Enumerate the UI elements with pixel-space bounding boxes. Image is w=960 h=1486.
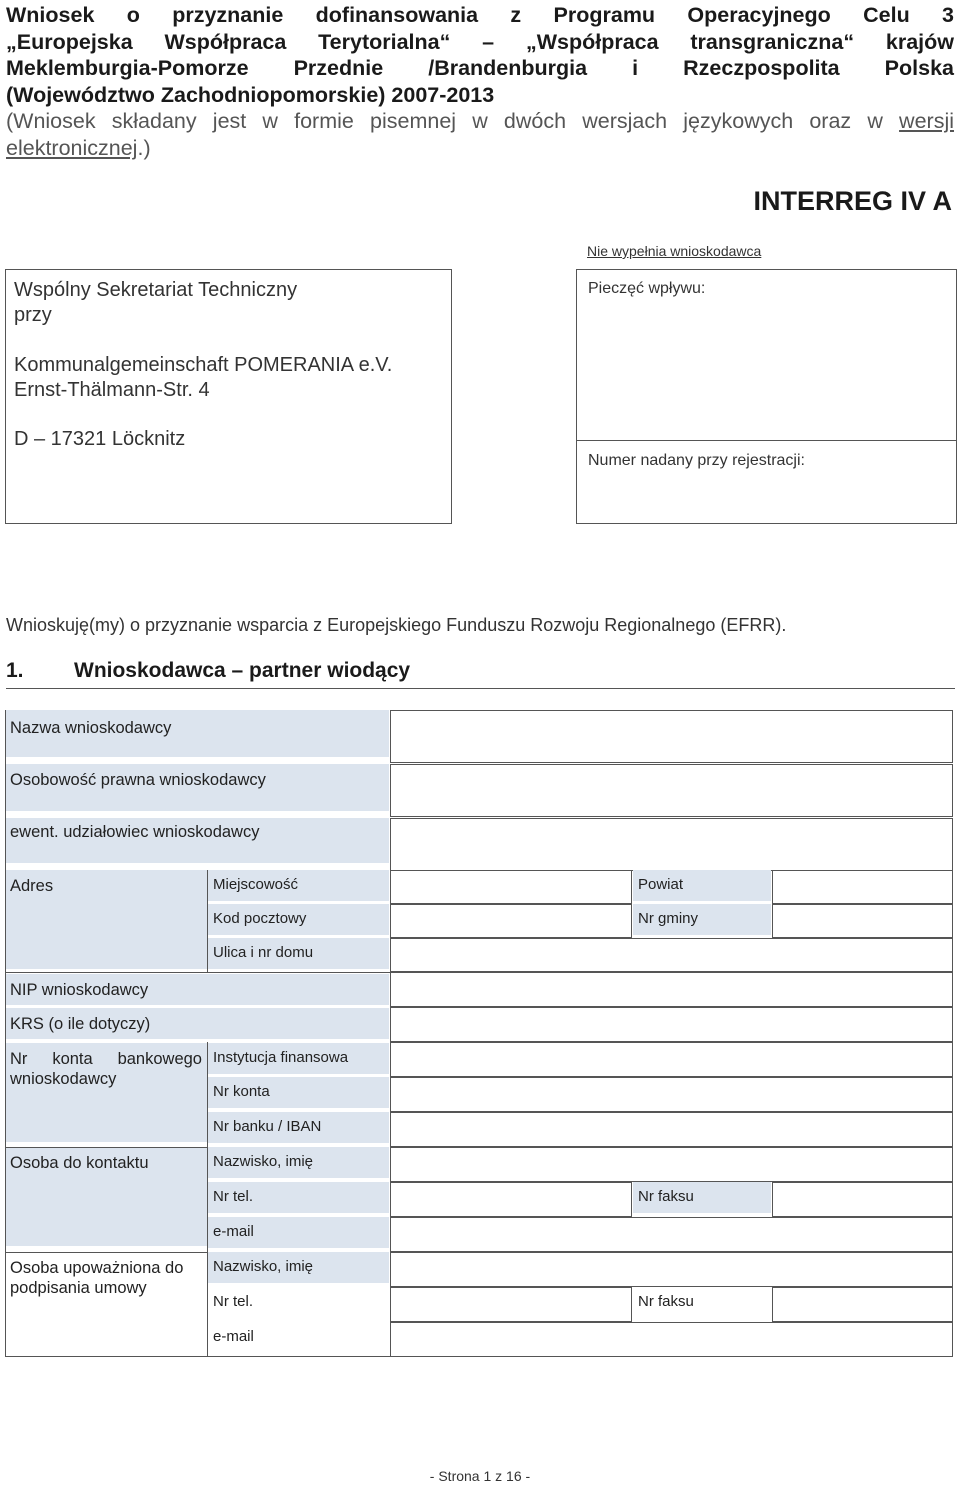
institution-label: Instytucja finansowa [208, 1043, 389, 1075]
signatory-name-label: Nazwisko, imię [208, 1252, 389, 1284]
bank-number-field[interactable] [390, 1112, 953, 1147]
grid-line [5, 710, 6, 1357]
grid-line [5, 972, 390, 973]
document-title [6, 2, 954, 161]
contact-phone-label: Nr tel. [208, 1182, 389, 1214]
signatory-phone-field[interactable] [390, 1287, 632, 1322]
krs-field[interactable] [390, 1007, 953, 1042]
institution-field[interactable] [390, 1042, 953, 1077]
signatory-fax-label: Nr faksu [633, 1287, 771, 1319]
legal-form-label: Osobowość prawna wnioskodawcy [5, 764, 389, 812]
signatory-name-field[interactable] [390, 1252, 953, 1287]
street-field[interactable] [390, 938, 953, 972]
title-line-3: Meklemburgia-Pomorze Przednie /Brandenburgia i Rzeczpospolita Polska [6, 56, 954, 80]
contact-label: Osoba do kontaktu [5, 1147, 207, 1247]
signatory-fax-field[interactable] [772, 1287, 953, 1322]
title-line-2: „Europejska Współpraca Terytorialna“ – „Współpraca transgraniczna“ krajów [6, 29, 954, 54]
krs-label: KRS (o ile dotyczy) [5, 1008, 389, 1040]
city-label: Miejscowość [208, 870, 389, 902]
bank-account-label: Nr konta bankowego wnioskodawcy [5, 1043, 207, 1143]
postal-label: Kod pocztowy [208, 904, 389, 936]
not-filled-note: Nie wypełnia wnioskodawca [587, 243, 762, 259]
section-number: 1. [6, 659, 24, 682]
grid-line [5, 1252, 207, 1253]
commune-number-field[interactable] [772, 904, 953, 938]
subtitle: (Wniosek składany jest w formie pisemnej w dwóch wersjach językowych oraz w wersji [6, 109, 954, 133]
secretariat-address-box [5, 269, 452, 524]
contact-email-label: e-mail [208, 1217, 389, 1249]
account-number-label: Nr konta [208, 1077, 389, 1109]
name-field[interactable] [390, 710, 953, 763]
contact-phone-field[interactable] [390, 1182, 632, 1217]
secretariat-line-3: Kommunalgemeinschaft POMERANIA e.V. [14, 354, 393, 376]
contact-name-label: Nazwisko, imię [208, 1147, 389, 1179]
county-label: Powiat [633, 870, 771, 902]
address-label: Adres [5, 870, 207, 970]
contact-email-field[interactable] [390, 1217, 953, 1252]
contact-name-field[interactable] [390, 1147, 953, 1182]
subtitle-link-wersji: wersji [899, 109, 954, 133]
request-statement: Wnioskuję(my) o przyznanie wsparcia z Europejskiego Funduszu Rozwoju Regionalnego (EFRR). [6, 615, 787, 635]
title-line-4: (Województwo Zachodniopomorskie) 2007-2013 [6, 82, 495, 107]
program-name: INTERREG IV A [753, 186, 952, 216]
contact-fax-field[interactable] [772, 1182, 953, 1217]
registration-number-label: Numer nadany przy rejestracji: [588, 452, 805, 469]
stamp-label: Pieczęć wpływu: [588, 280, 706, 297]
grid-line [5, 1147, 207, 1148]
signatory-label: Osoba upoważniona do podpisania umowy [5, 1252, 207, 1356]
section-title: Wnioskodawca – partner wiodący [74, 659, 411, 682]
shareholder-field[interactable] [390, 818, 953, 871]
street-label: Ulica i nr domu [208, 938, 389, 970]
registration-box [576, 269, 957, 524]
legal-form-field[interactable] [390, 764, 953, 817]
grid-line [207, 1042, 208, 1357]
shareholder-label: ewent. udziałowiec wnioskodawcy [5, 818, 389, 864]
nip-label: NIP wnioskodawcy [5, 974, 389, 1006]
commune-number-label: Nr gminy [633, 904, 771, 936]
account-number-field[interactable] [390, 1077, 953, 1112]
secretariat-line-4: Ernst-Thälmann-Str. 4 [14, 379, 210, 401]
page-number: - Strona 1 z 16 - [429, 1468, 531, 1484]
contact-fax-label: Nr faksu [633, 1182, 771, 1214]
postal-field[interactable] [390, 904, 632, 938]
name-label: Nazwa wnioskodawcy [5, 710, 389, 758]
section-heading [6, 659, 955, 689]
county-field[interactable] [772, 870, 953, 904]
secretariat-line-1: Wspólny Sekretariat Techniczny [14, 279, 298, 301]
grid-line [207, 870, 208, 972]
registration-divider [577, 440, 956, 441]
subtitle-link-elektronicznej: elektronicznej [6, 135, 138, 160]
bank-number-label: Nr banku / IBAN [208, 1112, 389, 1144]
subtitle-cont: elektronicznej.) [6, 135, 151, 160]
signatory-phone-label: Nr tel. [208, 1287, 389, 1319]
signatory-email-label: e-mail [208, 1322, 389, 1354]
secretariat-line-5: D – 17321 Löcknitz [14, 428, 186, 450]
signatory-email-field[interactable] [390, 1322, 953, 1357]
grid-line [5, 1356, 953, 1357]
nip-field[interactable] [390, 972, 953, 1007]
title-line-1: Wniosek o przyznanie dofinansowania z Programu Operacyjnego Celu 3 [6, 3, 954, 27]
secretariat-line-2: przy [14, 304, 52, 326]
city-field[interactable] [390, 870, 632, 904]
